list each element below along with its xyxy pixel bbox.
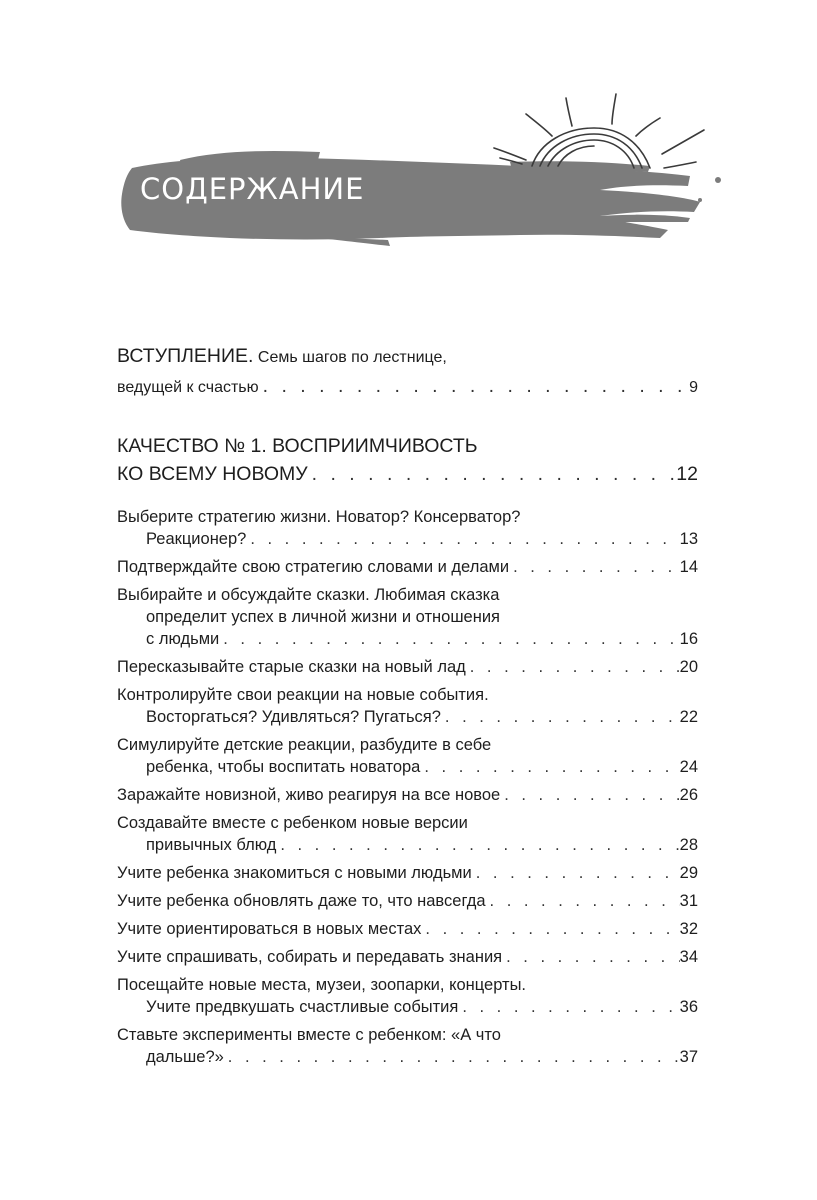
toc-intro[interactable] [117,342,698,402]
toc-entry-text: ребенка, чтобы воспитать новатора [146,758,421,776]
toc-entry-line: Ставьте эксперименты вместе с ребенком: «А что [117,1026,501,1044]
toc-intro-text2: ведущей к счастью [117,379,259,396]
toc-intro-line2 [117,372,698,402]
toc-entry[interactable] [117,1024,698,1068]
header-brush-sun-illustration [0,0,817,300]
toc-entry-text: Подтверждайте свою стратегию словами и делами [117,558,510,576]
toc-entry-last-line [117,556,698,578]
toc-entry-line: Посещайте новые места, музеи, зоопарки, концерты. [117,976,527,994]
dot-leader [486,890,680,912]
page-number: 26 [679,786,698,804]
toc-entry-last-line [117,528,698,550]
toc-entry[interactable] [117,734,698,778]
toc-entry[interactable] [117,684,698,728]
toc-entry-last-line [117,862,698,884]
toc-entry-line: Симулируйте детские реакции, разбудите в себе [117,736,492,754]
toc-entry[interactable] [117,862,698,884]
toc-entry-line: Создавайте вместе с ребенком новые версии [117,814,468,832]
dot-leader [246,528,679,550]
toc-entry-text: Учите ориентироваться в новых местах [117,920,422,938]
page-number: 13 [679,530,698,548]
dot-leader [420,756,679,778]
toc-entry[interactable] [117,656,698,678]
page-number: 20 [679,658,698,676]
toc-entry-text: с людьми [146,630,220,648]
toc-entry-text: Пересказывайте старые сказки на новый лад [117,658,466,676]
page-number: 36 [679,998,698,1016]
toc-entry-line: Выберите стратегию жизни. Новатор? Консерватор? [117,508,521,526]
page-number: 34 [679,948,698,966]
toc-intro-label: ВСТУПЛЕНИЕ. [117,345,254,367]
dot-leader [500,784,679,806]
page-number: 24 [679,758,698,776]
toc-entry-text: привычных блюд [146,836,277,854]
table-of-contents [117,342,698,1074]
toc-entry-last-line [117,946,698,968]
page-number: 31 [679,892,698,910]
dot-leader [421,918,679,940]
toc-intro-line1 [117,342,698,372]
toc-section-heading-line2 [117,460,698,488]
toc-entry-last-line [117,890,698,912]
page-number: 32 [679,920,698,938]
page-number: 16 [679,630,698,648]
dot-leader [502,946,680,968]
toc-entry-text: Заражайте новизной, живо реагируя на все новое [117,786,501,804]
toc-entry-last-line [117,706,698,728]
page-number: 37 [679,1048,698,1066]
dot-leader [308,460,677,488]
dot-leader [276,834,679,856]
toc-entry-line: определит успех в личной жизни и отношения [146,608,500,626]
page-number: 28 [679,836,698,854]
dot-leader [219,628,679,650]
toc-entry-text: Учите ребенка обновлять даже то, что навсегда [117,892,486,910]
toc-entry-last-line [117,756,698,778]
page-title: СОДЕРЖАНИЕ [140,172,365,206]
toc-entry-last-line [117,834,698,856]
toc-entry-text: Учите спрашивать, собирать и передавать знания [117,948,503,966]
dot-leader [458,996,679,1018]
dot-leader [466,656,680,678]
toc-entry[interactable] [117,974,698,1018]
toc-entry-last-line [117,784,698,806]
toc-entry[interactable] [117,812,698,856]
toc-entry[interactable] [117,506,698,550]
toc-entry-text: Учите предвкушать счастливые события [146,998,459,1016]
toc-entry[interactable] [117,784,698,806]
dot-leader [224,1046,680,1068]
toc-entry-last-line [117,656,698,678]
toc-entry-line: Контролируйте свои реакции на новые события. [117,686,489,704]
dot-leader [441,706,680,728]
toc-entry-text: дальше?» [146,1048,224,1066]
page-number: 22 [679,708,698,726]
toc-entry-last-line [117,996,698,1018]
sun-sketch-icon [494,94,704,168]
page-number: 9 [689,379,698,396]
toc-entry-line: Выбирайте и обсуждайте сказки. Любимая сказка [117,586,500,604]
toc-entry[interactable] [117,890,698,912]
toc-entry-last-line [117,918,698,940]
toc-entry-text: Реакционер? [146,530,247,548]
toc-section-heading: КАЧЕСТВО № 1. ВОСПРИИМЧИВОСТЬ [117,435,478,457]
toc-entry-text: Учите ребенка знакомиться с новыми людьми [117,864,472,882]
page-number: 14 [679,558,698,576]
page-number: 12 [676,463,698,485]
dot-leader [509,556,680,578]
toc-entry-last-line [117,628,698,650]
page-number: 29 [679,864,698,882]
toc-section-1[interactable] [117,432,698,488]
toc-section-heading-text: КО ВСЕМУ НОВОМУ [117,463,308,485]
toc-entry[interactable] [117,918,698,940]
toc-entry[interactable] [117,556,698,578]
toc-entries [117,506,698,1068]
toc-entry[interactable] [117,946,698,968]
toc-entry[interactable] [117,584,698,650]
toc-entry-last-line [117,1046,698,1068]
toc-entry-text: Восторгаться? Удивляться? Пугаться? [146,708,441,726]
toc-intro-text: Семь шагов по лестнице, [253,349,447,366]
dot-leader [259,372,689,400]
dot-leader [472,862,680,884]
